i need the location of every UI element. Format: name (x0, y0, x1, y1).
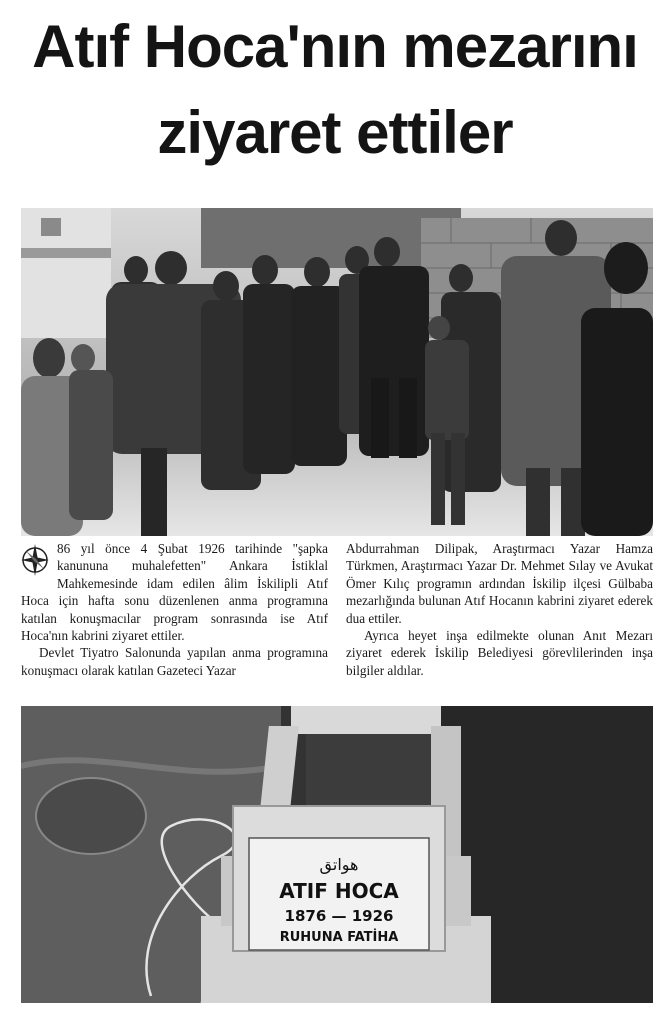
article-paragraph-1: 86 yıl önce 4 Şubat 1926 tarihinde "şapka kanununa muhalefetten" Ankara İstiklal Mahkemesinde idam edilen âlim İskilipli Atıf Hoca için hafta sonu düzenlenen anma programına katılan konuşmacılar program sonrasında ise Atıf Hoca'nın kabrini ziyaret ettiler. (21, 541, 328, 644)
plaque-prayer: RUHUNA FATİHA (279, 930, 399, 945)
article-column-left (21, 540, 328, 679)
article-paragraph-2: Devlet Tiyatro Salonunda yapılan anma programına konuşmacı olarak katılan Gazeteci Yazar (21, 645, 328, 678)
article-paragraph-3: Abdurrahman Dilipak, Araştırmacı Yazar Hamza Türkmen, Araştırmacı Yazar Dr. Mehmet Sılay ve Avukat Ömer Kılıç programın ardından İskilip ilçesi Gülbaba mezarlığında bulunan Atıf Hocanın kabrini ziyaret ederek dua ettiler. (346, 541, 653, 626)
plaque-arabic: هواتق (319, 855, 359, 874)
compass-rose-icon (21, 542, 49, 578)
headline-line-2: ziyaret ettiler (157, 99, 513, 166)
article-column-right (346, 540, 653, 679)
photo-grave-plaque (21, 706, 653, 1003)
plaque-name: ATIF HOCA (279, 879, 399, 903)
headline-line-1: Atıf Hoca'nın mezarını (32, 13, 638, 80)
photo-crowd-at-cemetery (21, 208, 653, 536)
plaque-years: 1876 — 1926 (284, 907, 394, 925)
article-paragraph-4: Ayrıca heyet inşa edilmekte olunan Anıt Mezarı ziyaret ederek İskilip Belediyesi görevlilerinden inşa bilgiler aldılar. (346, 628, 653, 678)
